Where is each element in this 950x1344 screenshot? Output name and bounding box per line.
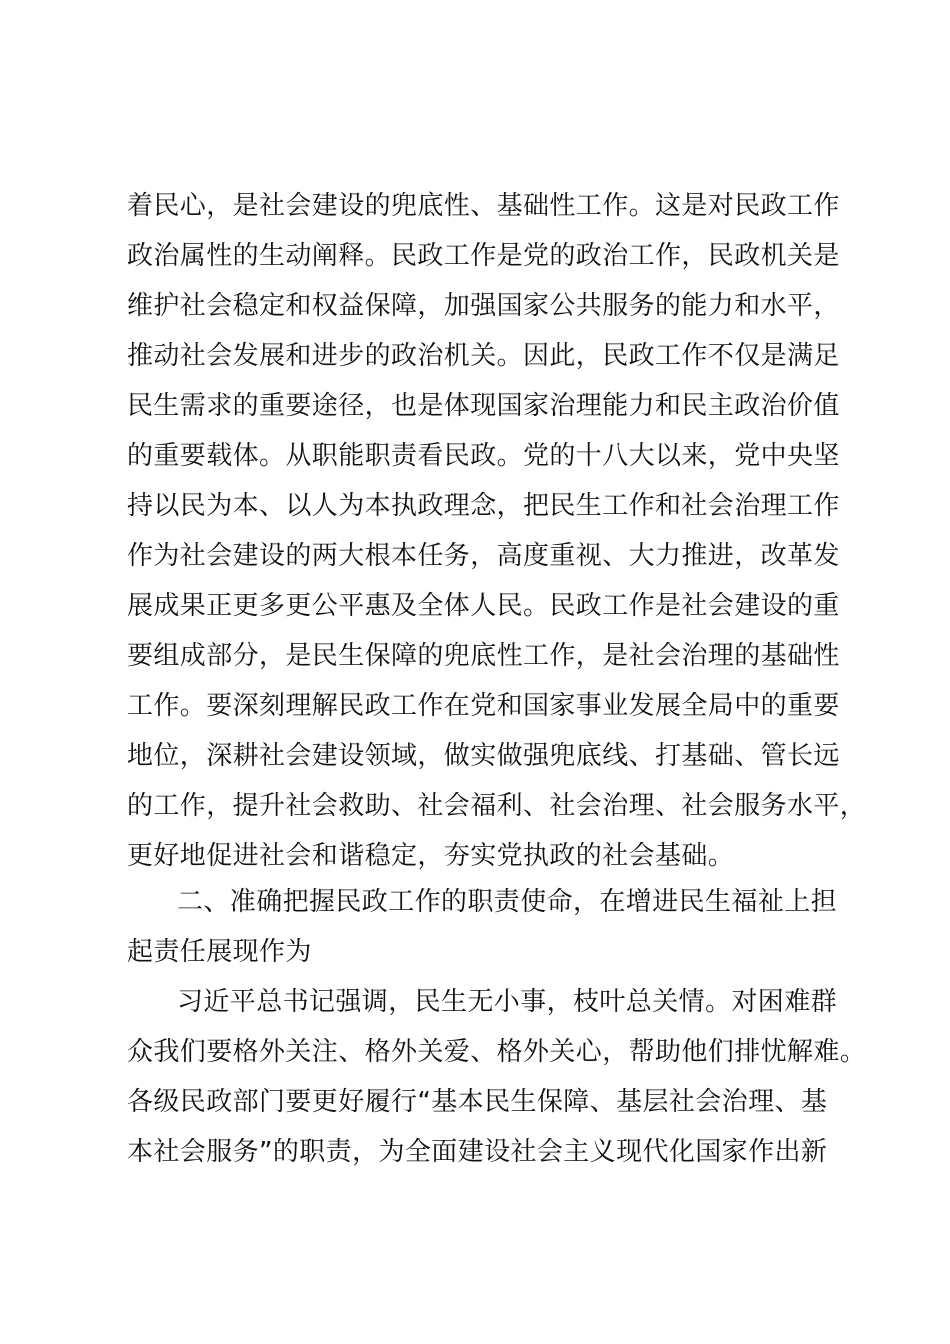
text-line: 的工作，提升社会救助、社会福利、社会治理、社会服务水平， [127,791,867,821]
text-line: 政治属性的生动阐释。民政工作是党的政治工作，民政机关是 [127,241,840,271]
text-line: 工作。要深刻理解民政工作在党和国家事业发展全局中的重要 [127,691,840,721]
text-line: 作为社会建设的两大根本任务，高度重视、大力推进，改革发 [127,541,840,571]
text-line: 持以民为本、以人为本执政理念，把民生工作和社会治理工作 [127,491,840,521]
text-line: 各级民政部门要更好履行“基本民生保障、基层社会治理、基 [127,1087,828,1117]
text-line: 推动社会发展和进步的政治机关。因此，民政工作不仅是满足 [127,341,840,371]
text-line: 习近平总书记强调，民生无小事，枝叶总关情。对困难群 [177,987,838,1017]
section-heading-line: 二、准确把握民政工作的职责使命，在增进民生福祉上担 [177,887,838,917]
text-line: 的重要载体。从职能职责看民政。党的十八大以来，党中央坚 [127,441,840,471]
text-line: 要组成部分，是民生保障的兜底性工作，是社会治理的基础性 [127,641,840,671]
text-line: 展成果正更多更公平惠及全体人民。民政工作是社会建设的重 [127,591,840,621]
text-line: 更好地促进社会和谐稳定，夯实党执政的社会基础。 [127,841,735,871]
text-line: 众我们要格外关注、格外关爱、格外关心，帮助他们排忧解难。 [127,1037,867,1067]
text-line: 民生需求的重要途径，也是体现国家治理能力和民主政治价值 [127,391,840,421]
text-line: 地位，深耕社会建设领域，做实做强兜底线、打基础、管长远 [127,741,840,771]
text-line: 维护社会稳定和权益保障，加强国家公共服务的能力和水平， [127,291,840,321]
text-line: 本社会服务”的职责，为全面建设社会主义现代化国家作出新 [127,1137,828,1167]
text-line: 着民心，是社会建设的兜底性、基础性工作。这是对民政工作 [127,191,840,221]
section-heading-line: 起责任展现作为 [127,937,312,967]
